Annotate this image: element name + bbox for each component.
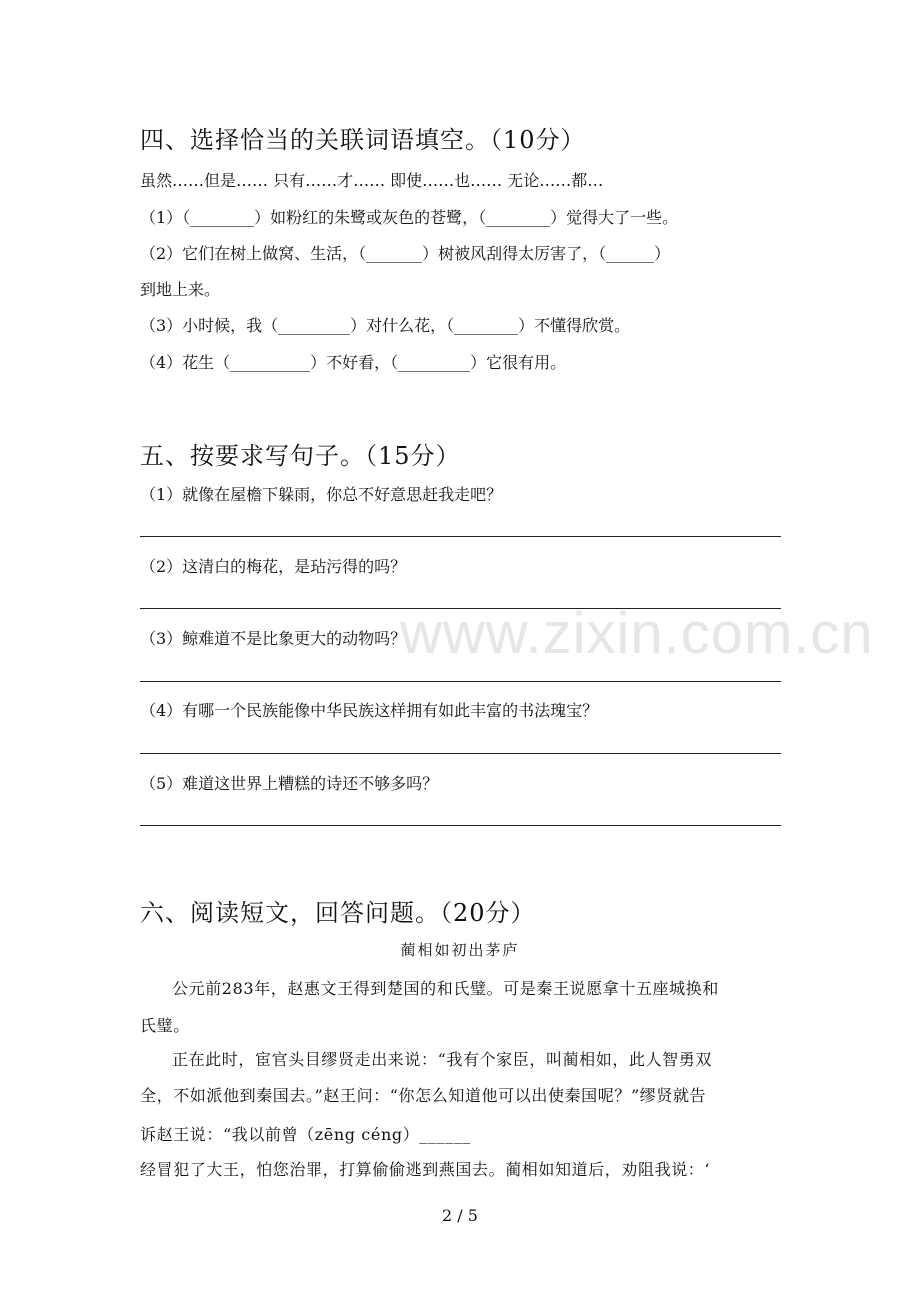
passage-line: 氏璧。: [140, 1016, 190, 1035]
answer-line[interactable]: [140, 753, 781, 754]
passage-line: 诉赵王说：“我以前曾（zēng céng）______: [140, 1125, 471, 1144]
passage-line: 经冒犯了大王，怕您治罪，打算偷偷逃到燕国去。蔺相如知道后，劝阻我说：‘: [140, 1160, 711, 1179]
section-4-item: （2）它们在树上做窝、生活，（_______）树被风刮得太厉害了，（______）: [140, 244, 671, 263]
section-4-item: （4）花生（__________）不好看，（_________）它很有用。: [140, 353, 567, 372]
answer-line[interactable]: [140, 825, 781, 826]
passage-title: 蔺相如初出茅庐: [400, 941, 520, 959]
section-5-question: （1）就像在屋檐下躲雨，你总不好意思赶我走吧？: [140, 485, 503, 504]
section-6-title: 六、阅读短文，回答问题。（20分）: [140, 899, 536, 927]
section-5-question: （4）有哪一个民族能像中华民族这样拥有如此丰富的书法瑰宝？: [140, 701, 599, 720]
page-number: 2 / 5: [442, 1206, 478, 1225]
passage-line: 公元前283年，赵惠文王得到楚国的和氏璧。可是秦王说愿拿十五座城换和: [172, 979, 719, 998]
section-4-item-continued: 到地上来。: [140, 280, 221, 299]
passage-line: 全，不如派他到秦国去。”赵王问：“你怎么知道他可以出使秦国呢？”缪贤就告: [140, 1086, 707, 1105]
section-4-item: （1）（________）如粉红的朱鹭或灰色的苍鹭，（________）觉得大了一些。: [140, 208, 679, 227]
section-4-item: （3）小时候，我（_________）对什么花，（________）不懂得欣赏。: [140, 316, 631, 335]
word-bank: 虽然……但是…… 只有……才…… 即使……也…… 无论……都…: [140, 171, 604, 190]
answer-line[interactable]: [140, 681, 781, 682]
passage-line: 正在此时，宦官头目缪贤走出来说：“我有个家臣，叫蔺相如，此人智勇双: [172, 1050, 712, 1069]
answer-line[interactable]: [140, 608, 781, 609]
section-5-question: （3）鲸难道不是比象更大的动物吗？: [140, 629, 407, 648]
section-4-title: 四、选择恰当的关联词语填空。（10分）: [140, 126, 586, 154]
section-5-question: （5）难道这世界上糟糕的诗还不够多吗？: [140, 774, 439, 793]
watermark: www.zixin.com.cn: [400, 601, 874, 666]
section-5-title: 五、按要求写句子。（15分）: [140, 442, 461, 470]
section-5-question: （2）这清白的梅花，是玷污得的吗？: [140, 557, 407, 576]
answer-line[interactable]: [140, 536, 781, 537]
